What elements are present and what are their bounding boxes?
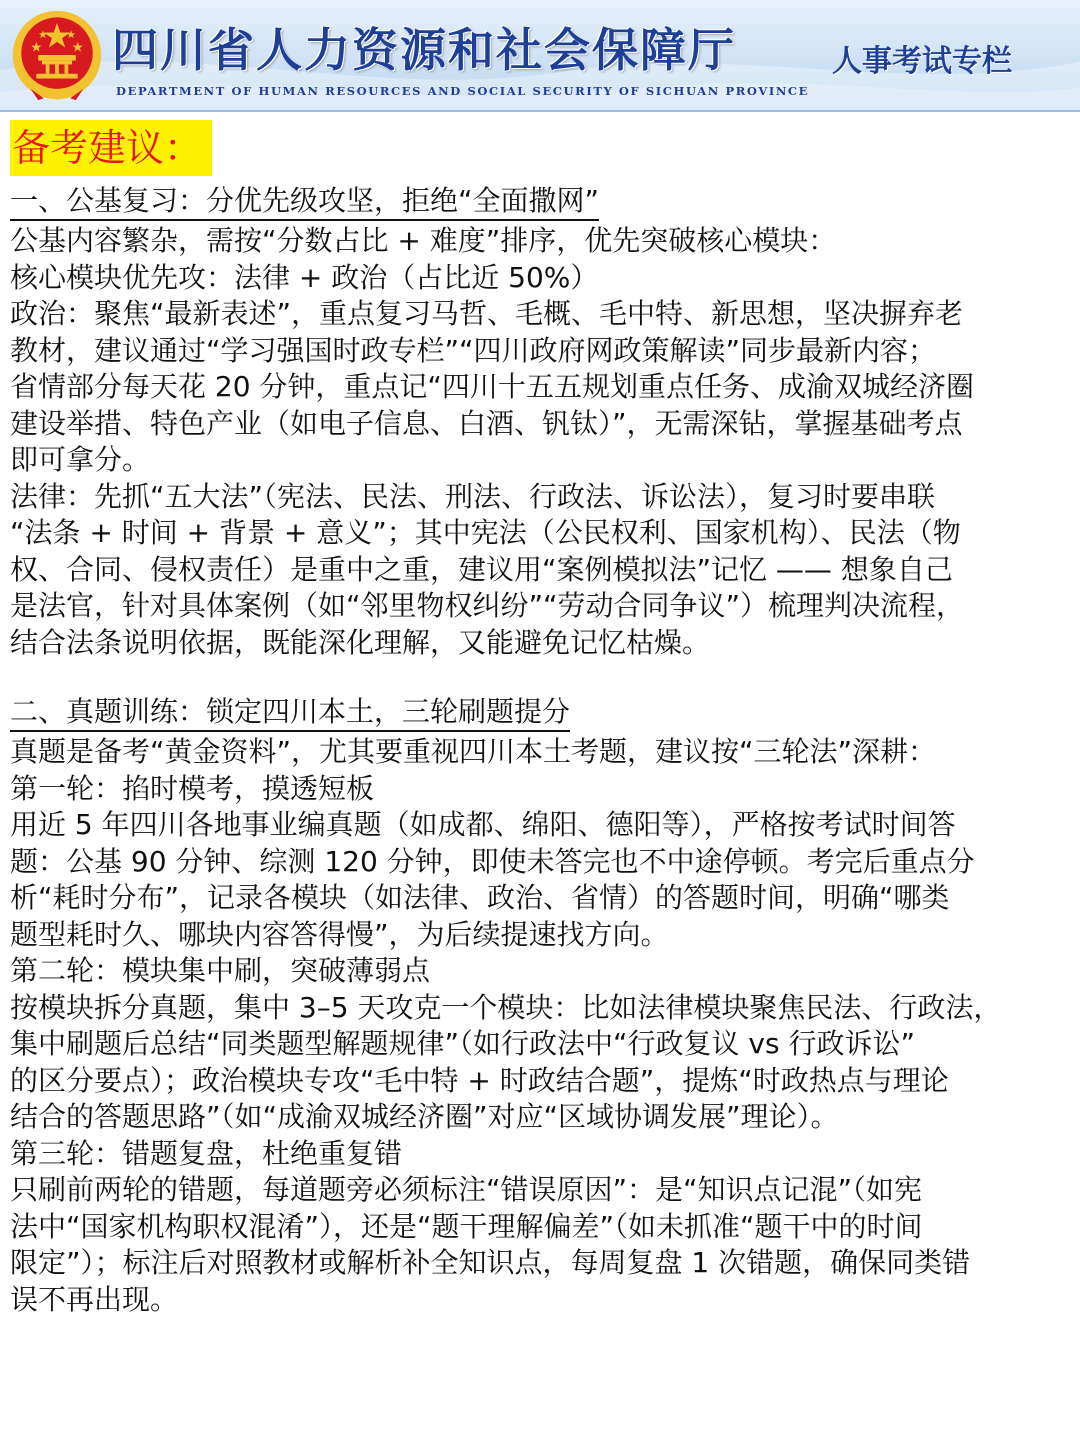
- section-spacer: [10, 661, 1072, 695]
- paragraph-line: 核心模块优先攻：法律 + 政治（占比近 50%）: [10, 260, 599, 294]
- main-heading: 备考建议：: [10, 120, 212, 176]
- paragraph-line: 政治：聚焦“最新表述”，重点复习马哲、毛概、毛中特、新思想，坚决摒弃老: [10, 297, 964, 330]
- paragraph-line: 省情部分每天花 20 分钟，重点记“四川十五五规划重点任务、成渝双城经济圈: [10, 370, 974, 403]
- paragraph-line: 题型耗时久、哪块内容答得慢”，为后续提速找方向。: [10, 917, 669, 951]
- paragraph-line: 只刷前两轮的错题，每道题旁必须标注“错误原因”：是“知识点记混”（如宪: [10, 1173, 923, 1206]
- column-name: 人事考试专栏: [832, 44, 1012, 79]
- paragraph-line: 的区分要点）；政治模块专攻“毛中特 + 时政结合题”，提炼“时政热点与理论: [10, 1063, 949, 1097]
- paragraph-line: 按模块拆分真题，集中 3–5 天攻克一个模块：比如法律模块聚焦民法、行政法，: [10, 990, 1002, 1024]
- paragraph-line: 第三轮：错题复盘，杜绝重复错: [10, 1136, 403, 1170]
- paragraph-line: 法中“国家机构职权混淆”），还是“题干理解偏差”（如未抓准“题干中的时间: [10, 1209, 923, 1243]
- site-subtitle: DEPARTMENT OF HUMAN RESOURCES AND SOCIAL SECURITY OF SICHUAN PROVINCE: [116, 84, 810, 98]
- site-title: 四川省人力资源和社会保障厅: [112, 23, 736, 77]
- paragraph-line: 第二轮：模块集中刷，突破薄弱点: [10, 954, 431, 987]
- paragraph-line: 误不再出现。: [10, 1282, 179, 1316]
- section-heading: 一、公基复习：分优先级攻坚，拒绝“全面撒网”: [10, 184, 599, 221]
- site-header-banner: [0, 0, 1080, 112]
- section-past-exam-training: [10, 695, 1072, 1318]
- paragraph-line: 教材，建议通过“学习强国时政专栏”“四川政府网政策解读”同步最新内容；: [10, 333, 937, 367]
- paragraph-line: 即可拿分。: [10, 443, 151, 476]
- paragraph-line: “法条 + 时间 + 背景 + 意义”；其中宪法（公民权利、国家机构）、民法（物: [10, 516, 961, 549]
- paragraph-line: 限定”）；标注后对照教材或解析补全知识点，每周复盘 1 次错题，确保同类错: [10, 1246, 971, 1279]
- national-emblem-icon: [10, 8, 104, 102]
- section-heading: 二、真题训练：锁定四川本土，三轮刷题提分: [10, 695, 570, 732]
- paragraph-line: 用近 5 年四川各地事业编真题（如成都、绵阳、德阳等），严格按考试时间答: [10, 808, 956, 841]
- paragraph-line: 题：公基 90 分钟、综测 120 分钟，即使未答完也不中途停顿。考完后重点分: [10, 844, 975, 878]
- paragraph-line: 结合的答题思路”（如“成渝双城经济圈”对应“区域协调发展”理论）。: [10, 1100, 839, 1133]
- paragraph-line: 真题是备考“黄金资料”，尤其要重视四川本土考题，建议按“三轮法”深耕：: [10, 735, 937, 768]
- paragraph-line: 第一轮：掐时模考，摸透短板: [10, 771, 375, 805]
- paragraph-line: 建设举措、特色产业（如电子信息、白酒、钒钛）”，无需深钻，掌握基础考点: [10, 406, 963, 440]
- article-body: [10, 120, 1072, 1318]
- paragraph-line: 法律：先抓“五大法”（宪法、民法、刑法、行政法、诉讼法），复习时要串联: [10, 479, 936, 513]
- section-public-knowledge: [10, 184, 1072, 661]
- paragraph-line: 结合法条说明依据，既能深化理解，又能避免记忆枯燥。: [10, 625, 711, 659]
- paragraph-line: 权、合同、侵权责任）是重中之重，建议用“案例模拟法”记忆 —— 想象自己: [10, 552, 953, 586]
- paragraph-line: 析“耗时分布”，记录各模块（如法律、政治、省情）的答题时间，明确“哪类: [10, 881, 950, 914]
- paragraph-line: 是法官，针对具体案例（如“邻里物权纠纷”“劳动合同争议”）梳理判决流程，: [10, 589, 965, 622]
- paragraph-line: 集中刷题后总结“同类题型解题规律”（如行政法中“行政复议 vs 行政诉讼”: [10, 1027, 915, 1060]
- paragraph-line: 公基内容繁杂，需按“分数占比 + 难度”排序，优先突破核心模块：: [10, 224, 837, 257]
